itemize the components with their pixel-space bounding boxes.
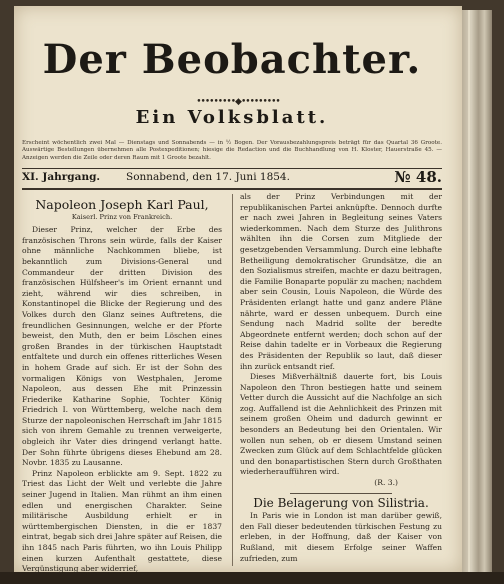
left-column — [22, 198, 222, 575]
issue-number: № 48. — [394, 168, 442, 186]
article-paragraph: Dieser Prinz, welcher der Erbe des französischen Throns sein würde, falls der Kaiser ohne männliche Nachkommen bliebe, ist bekanntlich zum Divisions-General und Commandeur der dritten Division des französischen Hülfsheer's im Orient ernannt und zieht, während wir dies schreiben, in Konstantinopel die Blicke der Regierung und des Volkes durch den Glanz seines Auftretens, die freundlichen Gesinnungen, welche er der Pforte beweist, den Muth, den er beim Löschen eines großen Brandes in der türkischen Hauptstadt entfaltete und durch ein offenes ritterliches Wesen in hohem Grade auf sich. Er ist der Sohn des vormaligen Königs von Westphalen, Jerome Napoleon, aus dessen Ehe mit Prinzessin Friederike Katharine Sophie, Tochter König Friedrich I. von Württemberg, welche nach dem Sturze der napoleonischen Herrschaft im Jahr 1815 sich von ihrem Gemahle zu trennen verweigerte, obgleich ihr Vater dies dringend verlangt hatte. Der Sohn führte übrigens dieses Ehebund am 28. Novbr. 1835 zu Lausanne. — [22, 225, 222, 468]
article-paragraph: Dieses Mißverhältniß dauerte fort, bis Louis Napoleon den Thron bestiegen hatte und seinem Vetter durch die Aussicht auf die Nachfolge an sich zog. Auffallend ist die Aehnlichkeit des Prinzen mit seinem großen Oheim und dadurch gewinnt er besonders an Bedeutung bei den Orientalen. Wir wollen nun sehen, ob er diesem Umstand seinen Zwecken zum Glück auf dem Schlachtfelde glücken und den bonapartistischen Stern durch Großthaten wiederheraufführen wird. — [240, 372, 442, 477]
book-binding-edge — [462, 10, 492, 572]
dateline — [22, 168, 442, 186]
article-subheading: Kaiserl. Prinz von Frankreich. — [71, 212, 173, 221]
article-signature: (R. 3.) — [374, 478, 398, 488]
article-heading-silistria: Die Belagerung von Silistria. — [253, 495, 429, 510]
masthead-title: Der Beobachter. — [42, 36, 422, 83]
volume-year: XI. Jahrgang. — [22, 171, 101, 183]
masthead-ornament: •••••••••◆••••••••• — [196, 97, 280, 107]
article-paragraph: als der Prinz Verbindungen mit der republikanischen Partei anknüpfte. Dennoch durfte er nach zwei Jahren in Begleitung seines Vaters wiederkommen. Nach dem Sturze des Julithrons wählten ihn die Corsen zum Mitgliede der gesetzgebenden Versammlung. Durch eine lebhafte Betheiligung demokratischer Grundsätze, die an den Sozialismus streifen, machte er dazu beitragen, die Familie Bonaparte populär zu machen; nachdem aber sein Cousin, Louis Napoleon, die Würde des Präsidenten erlangt hatte und ganz andere Pläne nährte, ward er dessen unbequem. Durch eine Sendung nach Madrid sollte der beredte Abgeordnete entfernt werden; doch schon auf der Reise dahin tadelte er in Vorbeaux die Regierung des Präsidenten der Republik so laut, daß dieser ihn zurück entsandt rief. — [240, 192, 442, 371]
article-separator — [290, 493, 392, 494]
header-rule-top — [22, 168, 442, 169]
issue-date: Sonnabend, den 17. Juni 1854. — [126, 171, 290, 183]
right-column — [240, 192, 442, 564]
masthead-subtitle: Ein Volksblatt. — [135, 107, 329, 128]
subscription-notice: Erscheint wöchentlich zwei Mal — Dienstags und Sonnabends — in ½ Bogen. Der Vorausbezahlungspreis beträgt für das Quartal 36 Groote. Auswärtige Bestellungen übernehmen alle Postexpeditionen; hiesige die Redaction und die Buchhandlung von H. Kloster, Hauerstraße 45. — Anzeigen werden die Zeile oder deren Raum mit 1 Groote bezahlt. — [22, 140, 442, 161]
article-heading: Napoleon Joseph Karl Paul, — [35, 197, 209, 212]
header-rule-bottom — [22, 188, 442, 190]
article-paragraph: In Paris wie in London ist man darüber gewiß, den Fall dieser bedeutenden türkischen Festung zu erleben, in der Hoffnung, daß der Kaiser von Rußland, mit diesem Erfolge seiner Waffen zufrieden, zum — [240, 511, 442, 563]
article-paragraph: Prinz Napoleon erblickte am 9. Sept. 1822 zu Triest das Licht der Welt und verlebte die Jahre seiner Jugend in Italien. Man rühmt an ihm einen edlen und energischen Charakter. Seine militärische Ausbildung erhielt er in württembergischen Diensten, in die er 1837 eintrat, begab sich drei Jahre später auf Reisen, die ihn 1845 nach Paris führten, wo ihn Louis Philipp einen kurzen Aufenthalt gestattete, diese Vergünstigung aber widerrief, — [22, 468, 222, 574]
column-divider — [232, 194, 233, 566]
